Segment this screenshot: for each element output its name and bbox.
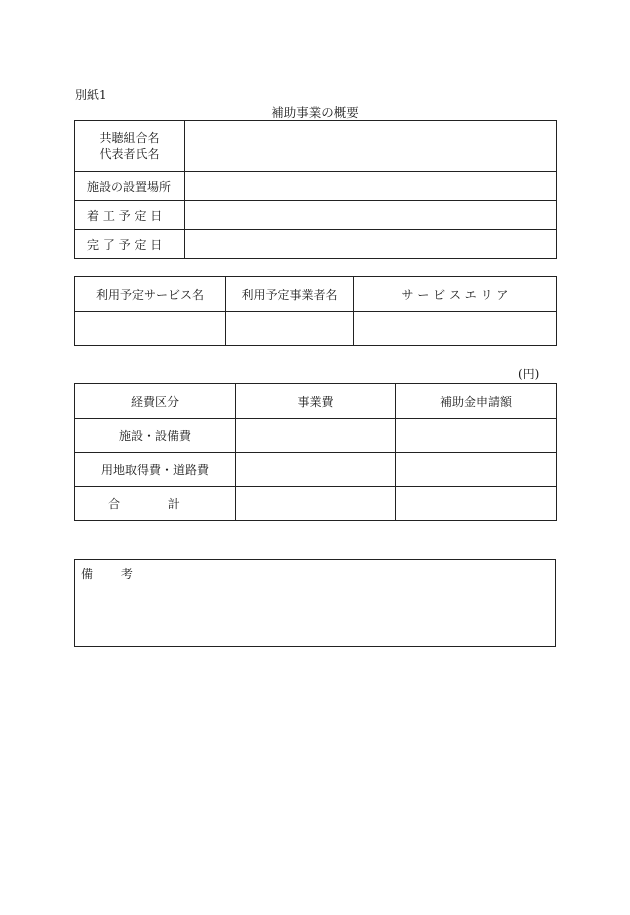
start-date-value[interactable] [185, 201, 557, 230]
union-name-label: 共聴組合名 [99, 131, 160, 145]
table-header-row [75, 277, 557, 312]
project-cost-header: 事業費 [236, 384, 396, 419]
start-date-label: 着 工 予 定 日 [75, 201, 185, 230]
table-row [75, 121, 557, 172]
currency-unit: (円) [518, 367, 540, 381]
land-road-project-cost[interactable] [236, 453, 396, 487]
provider-name-cell[interactable] [226, 312, 354, 346]
facility-equipment-label: 施設・設備費 [75, 419, 236, 453]
land-road-label: 用地取得費・道路費 [75, 453, 236, 487]
table-row [75, 487, 557, 521]
table-row [75, 419, 557, 453]
completion-date-value[interactable] [185, 230, 557, 259]
union-representative-value[interactable] [185, 121, 557, 172]
total-project-cost[interactable] [236, 487, 396, 521]
table-header-row [75, 384, 557, 419]
service-table [74, 276, 557, 346]
service-name-header: 利用予定サービス名 [75, 277, 226, 312]
overview-table [74, 120, 557, 259]
service-name-cell[interactable] [75, 312, 226, 346]
table-row [75, 453, 557, 487]
attachment-label: 別紙1 [75, 88, 107, 102]
total-label: 合 計 [75, 487, 236, 521]
expense-table [74, 383, 557, 521]
completion-date-label: 完 了 予 定 日 [75, 230, 185, 259]
facility-equipment-project-cost[interactable] [236, 419, 396, 453]
table-row [75, 172, 557, 201]
document-title: 補助事業の概要 [271, 105, 359, 120]
table-row [75, 230, 557, 259]
service-area-cell[interactable] [354, 312, 557, 346]
provider-name-header: 利用予定事業者名 [226, 277, 354, 312]
representative-name-label: 代表者氏名 [99, 147, 160, 161]
facility-equipment-subsidy[interactable] [396, 419, 557, 453]
union-representative-label [75, 121, 185, 172]
expense-category-header: 経費区分 [75, 384, 236, 419]
subsidy-request-header: 補助金申請額 [396, 384, 557, 419]
land-road-subsidy[interactable] [396, 453, 557, 487]
remarks-content[interactable] [81, 584, 549, 640]
remarks-label: 備 考 [81, 567, 145, 581]
remarks-box[interactable] [74, 559, 556, 647]
table-row [75, 201, 557, 230]
table-row [75, 312, 557, 346]
facility-location-label: 施設の設置場所 [75, 172, 185, 201]
service-area-header: サ ー ビ ス エ リ ア [354, 277, 557, 312]
facility-location-value[interactable] [185, 172, 557, 201]
total-subsidy[interactable] [396, 487, 557, 521]
